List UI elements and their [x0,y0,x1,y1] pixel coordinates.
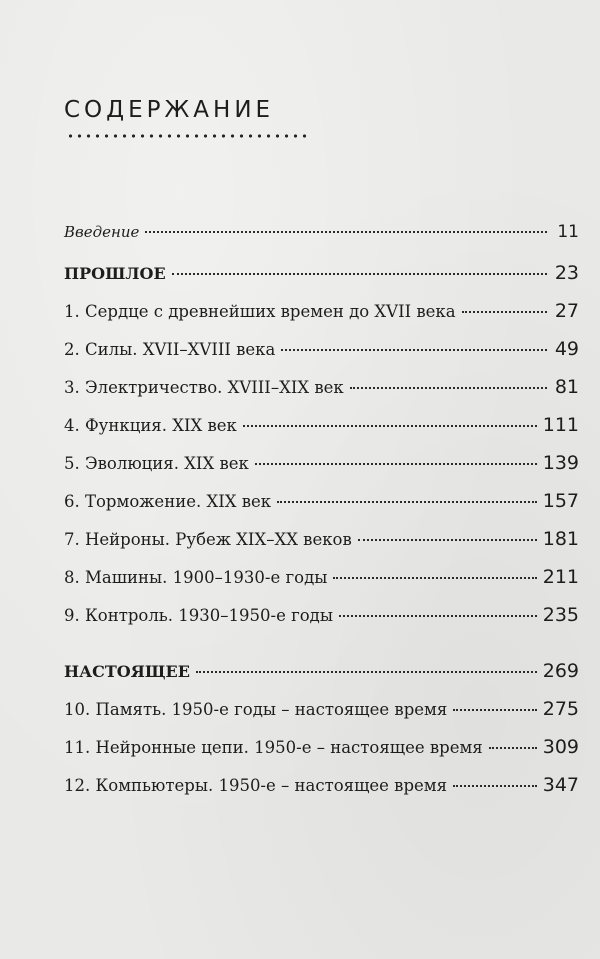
title-dotted-underline [66,133,310,139]
toc-page-number: 211 [542,566,579,588]
toc-entry-label: 5. Эволюция. XIX век [64,454,249,473]
toc-entry-chapter-1 [64,300,579,338]
toc-entry-chapter-7 [64,528,579,566]
dot-leader [333,577,536,579]
dot-leader [145,231,547,233]
dot-leader [281,349,547,351]
toc-page-number: 81 [554,376,579,398]
toc-page-number: 11 [557,222,579,242]
toc-page-number: 27 [554,300,579,322]
toc-page-number: 157 [542,490,579,512]
toc-page-number: 235 [542,604,579,626]
table-of-contents [64,222,579,812]
toc-entry-label: 10. Память. 1950-е годы – настоящее время [64,700,448,719]
dot-leader [196,671,537,673]
toc-page-number: 23 [554,262,579,284]
toc-page-number: 181 [542,528,579,550]
toc-page-number: 49 [554,338,579,360]
toc-section-label: НАСТОЯЩЕЕ [64,662,190,681]
toc-entry-chapter-11 [64,736,579,774]
toc-entry-label: 9. Контроль. 1930–1950-е годы [64,606,333,625]
toc-entry-intro [64,222,579,258]
toc-entry-chapter-3 [64,376,579,414]
toc-entry-chapter-8 [64,566,579,604]
dot-leader [277,501,537,503]
toc-entry-chapter-6 [64,490,579,528]
toc-page-number: 111 [542,414,579,436]
dot-leader [255,463,537,465]
dot-leader [462,311,547,313]
toc-entry-chapter-2 [64,338,579,376]
toc-entry-chapter-10 [64,698,579,736]
toc-section-past [64,262,579,300]
toc-entry-chapter-12 [64,774,579,812]
dot-leader [350,387,547,389]
toc-page-number: 269 [542,660,579,682]
dot-leader [489,747,537,749]
toc-entry-chapter-9 [64,604,579,642]
toc-page-number: 309 [542,736,579,758]
toc-entry-chapter-5 [64,452,579,490]
toc-entry-label: 2. Силы. XVII–XVIII века [64,340,276,359]
dot-leader [243,425,537,427]
toc-entry-label: 4. Функция. XIX век [64,416,237,435]
toc-page-number: 347 [542,774,579,796]
dot-leader [339,615,537,617]
toc-entry-label: 3. Электричество. XVIII–XIX век [64,378,344,397]
toc-entry-label: 8. Машины. 1900–1930-е годы [64,568,328,587]
toc-entry-label: 12. Компьютеры. 1950-е – настоящее время [64,776,448,795]
toc-section-present [64,660,579,698]
dot-leader [453,709,536,711]
toc-entry-label: 11. Нейронные цепи. 1950-е – настоящее время [64,738,483,757]
dot-leader [172,273,547,275]
toc-page-number: 139 [542,452,579,474]
page-title: содержание [64,86,275,125]
toc-entry-label: 1. Сердце с древнейших времен до XVII века [64,302,456,321]
toc-page-number: 275 [542,698,579,720]
toc-entry-label: 6. Торможение. XIX век [64,492,272,511]
dot-leader [453,785,537,787]
toc-section-label: ПРОШЛОЕ [64,264,166,283]
dot-leader [358,539,537,541]
toc-entry-label: Введение [64,223,140,241]
toc-entry-label: 7. Нейроны. Рубеж XIX–XX веков [64,530,352,549]
toc-entry-chapter-4 [64,414,579,452]
